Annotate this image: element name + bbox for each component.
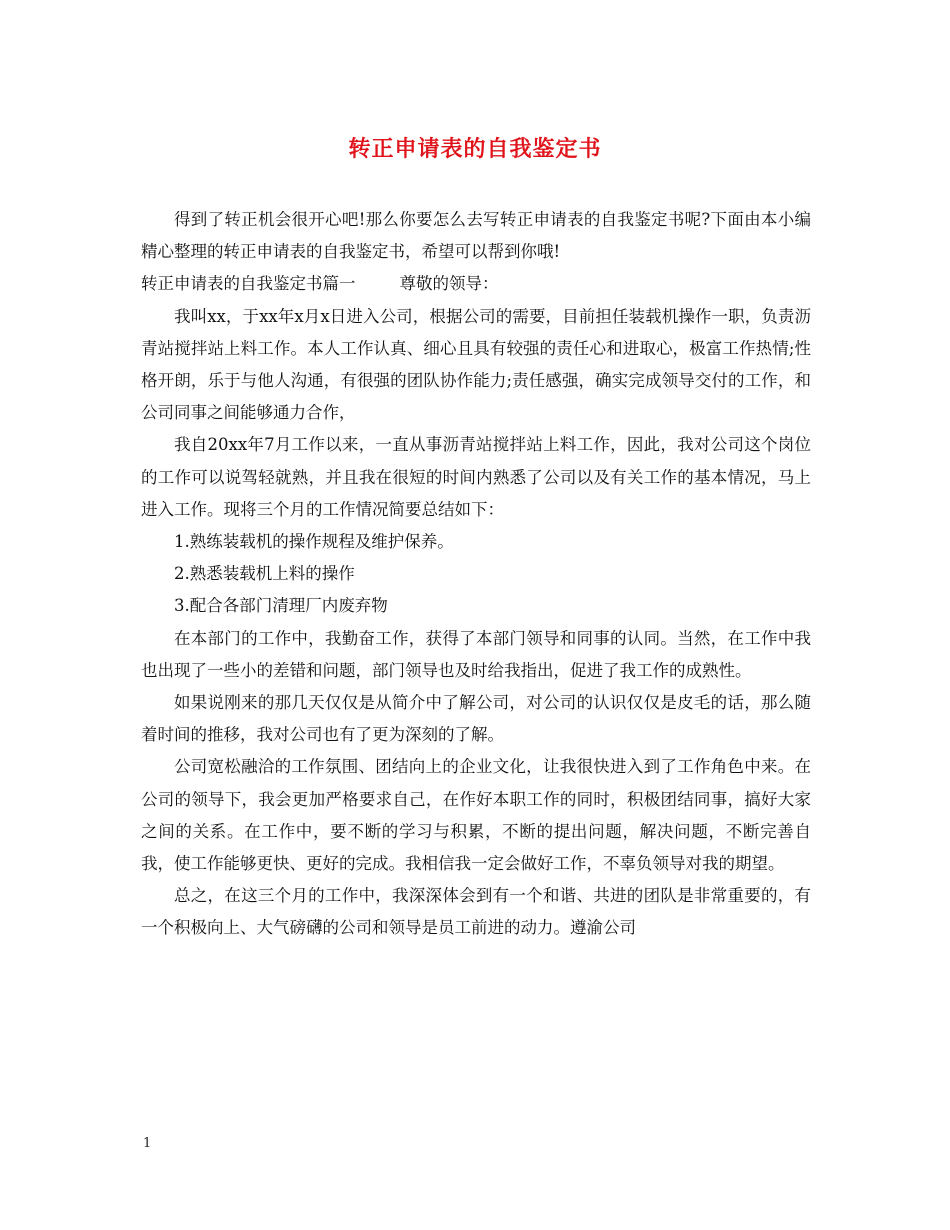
paragraph-department: 在本部门的工作中，我勤奋工作，获得了本部门领导和同事的认同。当然，在工作中我也出现了一些小的差错和问题，部门领导也及时给我指出，促进了我工作的成熟性。 — [141, 628, 811, 680]
salutation: 尊敬的领导： — [399, 274, 499, 294]
intro-paragraph: 得到了转正机会很开心吧!那么你要怎么去写转正申请表的自我鉴定书呢?下面由本小编精心整理的转正申请表的自我鉴定书，希望可以帮到你哦! — [141, 210, 811, 262]
paragraph-understanding: 如果说刚来的那几天仅仅是从简介中了解公司，对公司的认识仅仅是皮毛的话，那么随着时间的推移，我对公司也有了更为深刻的了解。 — [141, 693, 811, 745]
list-item: 1.熟练装载机的操作规程及维护保养。 — [174, 532, 454, 552]
paragraph-work-since: 我自20xx年7月工作以来，一直从事沥青站搅拌站上料工作，因此，我对公司这个岗位的工作可以说驾轻就熟，并且我在很短的时间内熟悉了公司以及有关工作的基本情况，马上进入工作。现将三个月的工作情况简要总结如下： — [141, 435, 811, 519]
list-item: 2.熟悉装载机上料的操作 — [174, 564, 355, 584]
paragraph-self-intro: 我叫xx，于xx年x月x日进入公司，根据公司的需要，目前担任装载机操作一职，负责沥青站搅拌站上料工作。本人工作认真、细心且具有较强的责任心和进取心，极富工作热情;性格开朗，乐于与他人沟通，有很强的团队协作能力;责任感强，确实完成领导交付的工作，和公司同事之间能够通力合作， — [141, 306, 811, 423]
paragraph-summary: 总之，在这三个月的工作中，我深深体会到有一个和谐、共进的团队是非常重要的，有一个积极向上、大气磅礴的公司和领导是员工前进的动力。遵渝公司 — [141, 886, 811, 938]
page-number: 1 — [143, 1136, 152, 1151]
list-item: 3.配合各部门清理厂内废弃物 — [174, 596, 388, 616]
document-title: 转正申请表的自我鉴定书 — [348, 137, 602, 162]
section-heading-line — [141, 268, 811, 300]
document-body — [141, 204, 811, 945]
paragraph-culture: 公司宽松融洽的工作氛围、团结向上的企业文化，让我很快进入到了工作角色中来。在公司的领导下，我会更加严格要求自己，在作好本职工作的同时，积极团结同事，搞好大家之间的关系。在工作中，要不断的学习与积累，不断的提出问题，解决问题，不断完善自我，使工作能够更快、更好的完成。我相信我一定会做好工作，不辜负领导对我的期望。 — [141, 757, 811, 874]
section-heading: 转正申请表的自我鉴定书篇一 — [141, 274, 356, 294]
